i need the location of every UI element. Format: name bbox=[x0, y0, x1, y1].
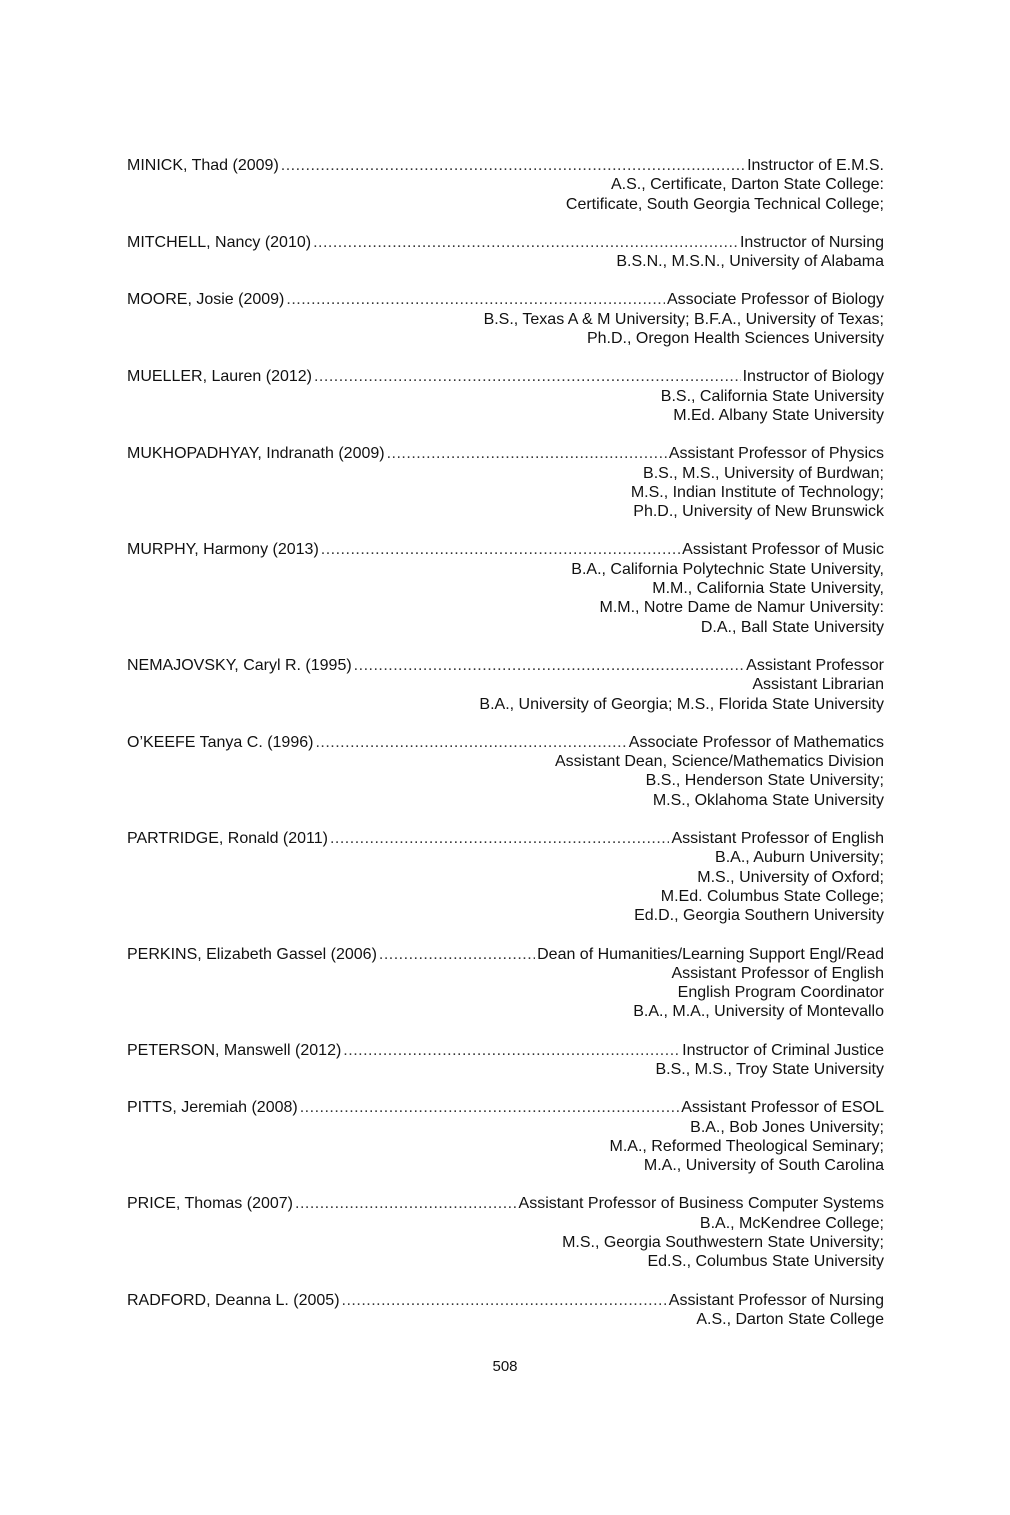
dot-leader bbox=[330, 829, 669, 848]
faculty-title: Associate Professor of Mathematics bbox=[628, 733, 884, 751]
faculty-title: Assistant Professor of English bbox=[671, 830, 884, 848]
entry-heading bbox=[127, 444, 884, 463]
faculty-directory bbox=[127, 156, 884, 1348]
credential-line: B.A., California Polytechnic State University, bbox=[571, 560, 884, 578]
credential-line: B.A., University of Georgia; M.S., Florida State University bbox=[479, 695, 884, 713]
entry-heading bbox=[127, 1098, 884, 1117]
faculty-title: Assistant Professor of Nursing bbox=[668, 1291, 884, 1309]
faculty-title: Instructor of Nursing bbox=[739, 233, 884, 251]
credential-line: Assistant Professor of English bbox=[671, 964, 884, 982]
entry-heading bbox=[127, 945, 884, 964]
faculty-name: MURPHY, Harmony (2013) bbox=[127, 541, 319, 559]
faculty-name: MINICK, Thad (2009) bbox=[127, 157, 279, 174]
credential-line: Ph.D., Oregon Health Sciences University bbox=[586, 330, 884, 348]
faculty-entry bbox=[127, 1041, 884, 1080]
faculty-title: Assistant Professor of ESOL bbox=[681, 1099, 884, 1117]
credential-line: B.A., McKendree College; bbox=[699, 1214, 884, 1232]
faculty-name: MUKHOPADHYAY, Indranath (2009) bbox=[127, 445, 385, 463]
credential-line: Ed.D., Georgia Southern University bbox=[634, 907, 884, 925]
faculty-name: MOORE, Josie (2009) bbox=[127, 291, 285, 309]
entry-heading bbox=[127, 733, 884, 752]
faculty-name: MUELLER, Lauren (2012) bbox=[127, 368, 312, 386]
credential-line: M.Ed. Columbus State College; bbox=[660, 887, 884, 905]
faculty-entry bbox=[127, 540, 884, 636]
faculty-entry bbox=[127, 1291, 884, 1330]
credential-line: D.A., Ball State University bbox=[700, 618, 884, 636]
credential-line: M.S., Georgia Southwestern State University; bbox=[562, 1234, 884, 1252]
credential-line: M.Ed. Albany State University bbox=[673, 406, 884, 424]
faculty-name: NEMAJOVSKY, Caryl R. (1995) bbox=[127, 656, 352, 674]
entry-heading bbox=[127, 540, 884, 559]
faculty-entry bbox=[127, 656, 884, 714]
faculty-name: PRICE, Thomas (2007) bbox=[127, 1195, 293, 1213]
entry-heading bbox=[127, 656, 884, 675]
dot-leader bbox=[315, 733, 626, 752]
dot-leader bbox=[379, 945, 535, 964]
credential-line: Certificate, South Georgia Technical College; bbox=[565, 195, 884, 213]
faculty-name: PERKINS, Elizabeth Gassel (2006) bbox=[127, 945, 377, 963]
faculty-title: Instructor of Criminal Justice bbox=[682, 1041, 884, 1059]
credential-line: Ed.S., Columbus State University bbox=[647, 1253, 884, 1271]
entry-heading bbox=[127, 156, 884, 175]
entry-heading bbox=[127, 829, 884, 848]
credential-line: Assistant Librarian bbox=[752, 676, 884, 694]
credential-line: B.A., Auburn University; bbox=[715, 849, 884, 867]
faculty-name: O’KEEFE Tanya C. (1996) bbox=[127, 733, 314, 751]
entry-heading bbox=[127, 367, 884, 386]
faculty-entry bbox=[127, 233, 884, 272]
credential-line: B.A., Bob Jones University; bbox=[690, 1118, 884, 1136]
faculty-entry bbox=[127, 156, 884, 214]
faculty-title: Assistant Professor of Business Computer Systems bbox=[518, 1195, 884, 1213]
dot-leader bbox=[342, 1291, 667, 1310]
faculty-name: RADFORD, Deanna L. (2005) bbox=[127, 1291, 340, 1309]
dot-leader bbox=[295, 1194, 517, 1213]
dot-leader bbox=[286, 290, 665, 309]
credential-line: English Program Coordinator bbox=[677, 984, 884, 1002]
entry-heading bbox=[127, 1041, 884, 1060]
dot-leader bbox=[387, 444, 667, 463]
dot-leader bbox=[300, 1098, 680, 1117]
faculty-title: Associate Professor of Biology bbox=[667, 291, 884, 309]
dot-leader bbox=[354, 656, 745, 675]
credential-line: B.A., M.A., University of Montevallo bbox=[633, 1003, 884, 1021]
faculty-title: Assistant Professor bbox=[746, 656, 884, 674]
entry-heading bbox=[127, 233, 884, 252]
dot-leader bbox=[343, 1041, 680, 1060]
faculty-entry bbox=[127, 945, 884, 1022]
credential-line: B.S., Henderson State University; bbox=[645, 772, 884, 790]
credential-line: Assistant Dean, Science/Mathematics Division bbox=[554, 753, 884, 771]
credential-line: B.S., Texas A & M University; B.F.A., University of Texas; bbox=[483, 310, 884, 328]
credential-line: M.S., University of Oxford; bbox=[697, 868, 884, 886]
credential-line: B.S., M.S., University of Burdwan; bbox=[643, 464, 884, 482]
credential-line: B.S.N., M.S.N., University of Alabama bbox=[616, 253, 884, 271]
faculty-name: PARTRIDGE, Ronald (2011) bbox=[127, 830, 328, 848]
faculty-entry bbox=[127, 829, 884, 925]
dot-leader bbox=[281, 156, 745, 175]
credential-line: M.S., Indian Institute of Technology; bbox=[630, 483, 884, 501]
credential-line: B.S., M.S., Troy State University bbox=[655, 1060, 884, 1078]
entry-heading bbox=[127, 1291, 884, 1310]
faculty-entry bbox=[127, 1098, 884, 1175]
entry-heading bbox=[127, 1194, 884, 1213]
faculty-title: Assistant Professor of Music bbox=[682, 541, 884, 559]
faculty-entry bbox=[127, 1194, 884, 1271]
faculty-entry bbox=[127, 444, 884, 521]
credential-line: Ph.D., University of New Brunswick bbox=[633, 503, 884, 521]
credential-line: M.S., Oklahoma State University bbox=[652, 791, 884, 809]
entry-heading bbox=[127, 290, 884, 309]
dot-leader bbox=[314, 367, 741, 386]
faculty-title: Dean of Humanities/Learning Support Engl/Read bbox=[537, 945, 884, 963]
credential-line: M.A., University of South Carolina bbox=[643, 1157, 884, 1175]
faculty-entry bbox=[127, 733, 884, 810]
credential-line: M.A., Reformed Theological Seminary; bbox=[609, 1137, 884, 1155]
faculty-name: PITTS, Jeremiah (2008) bbox=[127, 1099, 298, 1117]
page-number: 508 bbox=[492, 1358, 518, 1375]
faculty-name: PETERSON, Manswell (2012) bbox=[127, 1041, 342, 1059]
faculty-name: MITCHELL, Nancy (2010) bbox=[127, 233, 312, 251]
credential-line: M.M., Notre Dame de Namur University: bbox=[599, 599, 884, 617]
dot-leader bbox=[321, 540, 680, 559]
faculty-title: Instructor of Biology bbox=[742, 368, 884, 386]
credential-line: A.S., Certificate, Darton State College: bbox=[610, 176, 884, 194]
dot-leader bbox=[313, 233, 738, 252]
faculty-title: Assistant Professor of Physics bbox=[668, 445, 884, 463]
faculty-title: Instructor of E.M.S. bbox=[747, 157, 884, 174]
credential-line: M.M., California State University, bbox=[652, 580, 884, 598]
credential-line: A.S., Darton State College bbox=[696, 1310, 884, 1328]
credential-line: B.S., California State University bbox=[660, 387, 884, 405]
faculty-entry bbox=[127, 367, 884, 425]
faculty-entry bbox=[127, 290, 884, 348]
